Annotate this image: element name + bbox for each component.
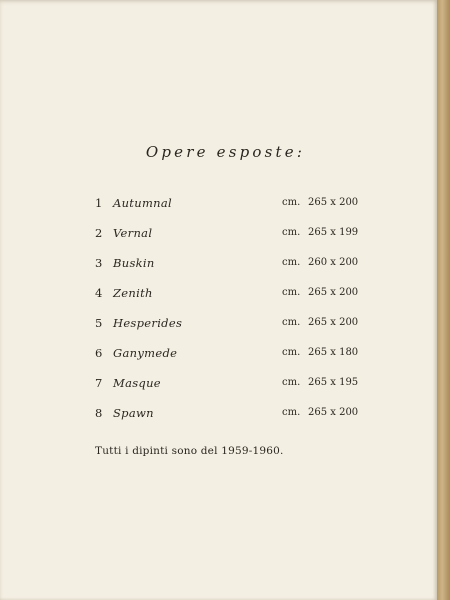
list-item — [95, 376, 359, 406]
list-item — [95, 196, 359, 226]
work-dimensions: 265 x 200 — [308, 287, 359, 298]
work-number: 5 — [95, 316, 103, 330]
list-item — [95, 286, 359, 316]
work-dimensions: 265 x 200 — [308, 317, 359, 328]
work-dimensions: 265 x 200 — [308, 197, 359, 208]
work-number: 8 — [95, 406, 103, 420]
date-note: Tutti i dipinti sono del 1959-1960. — [95, 445, 284, 457]
page-title: Opere esposte: — [145, 143, 306, 161]
work-dimensions: 265 x 199 — [308, 227, 359, 238]
work-title: Autumnal — [113, 196, 172, 210]
work-number: 4 — [95, 286, 103, 300]
work-title: Ganymede — [113, 346, 178, 360]
work-dimensions: 265 x 180 — [308, 347, 359, 358]
page-edge — [437, 0, 450, 600]
list-item — [95, 406, 359, 436]
works-list — [95, 196, 359, 436]
work-number: 6 — [95, 346, 103, 360]
work-unit: cm. — [282, 257, 301, 268]
work-title: Buskin — [113, 256, 155, 270]
list-item — [95, 256, 359, 286]
work-dimensions: 265 x 195 — [308, 377, 359, 388]
list-item — [95, 346, 359, 376]
work-title: Zenith — [113, 286, 153, 300]
work-number: 7 — [95, 376, 103, 390]
work-number: 3 — [95, 256, 103, 270]
work-title: Spawn — [113, 406, 154, 420]
work-unit: cm. — [282, 287, 301, 298]
work-number: 1 — [95, 196, 103, 210]
work-unit: cm. — [282, 317, 301, 328]
work-title: Masque — [113, 376, 161, 390]
work-unit: cm. — [282, 197, 301, 208]
work-unit: cm. — [282, 407, 301, 418]
work-unit: cm. — [282, 227, 301, 238]
work-title: Vernal — [113, 226, 153, 240]
list-item — [95, 226, 359, 256]
work-unit: cm. — [282, 377, 301, 388]
work-dimensions: 265 x 200 — [308, 407, 359, 418]
work-title: Hesperides — [113, 316, 183, 330]
work-number: 2 — [95, 226, 103, 240]
work-dimensions: 260 x 200 — [308, 257, 359, 268]
work-unit: cm. — [282, 347, 301, 358]
list-item — [95, 316, 359, 346]
